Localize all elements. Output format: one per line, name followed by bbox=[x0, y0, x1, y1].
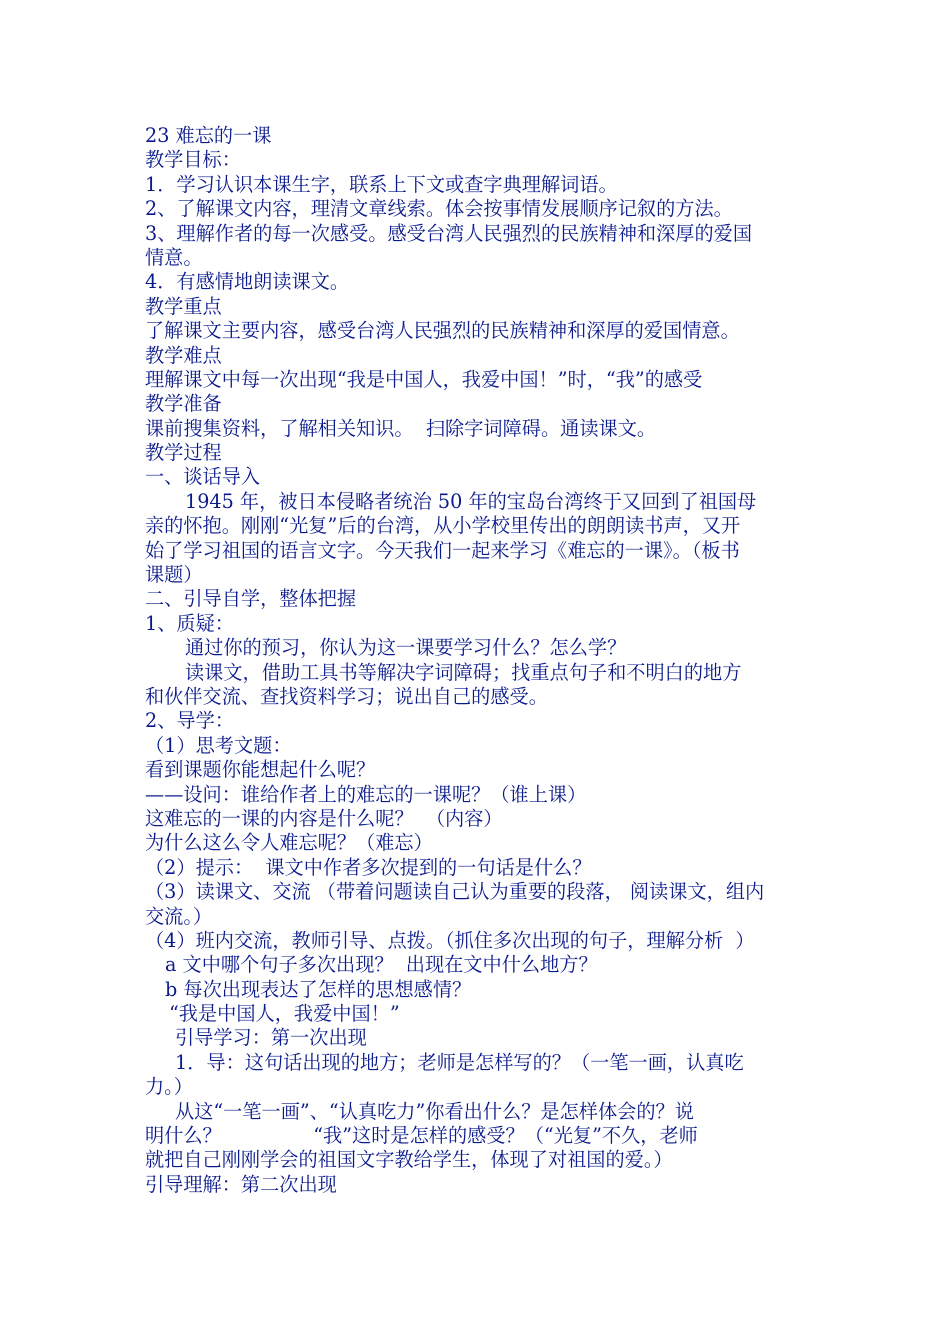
analysis-text-cont: 明什么？ “我”这时是怎样的感受？（“光复”不久，老师 bbox=[145, 1124, 698, 1148]
key-sentence: “我是中国人，我爱中国！” bbox=[169, 1002, 400, 1026]
guide-sub-b: b 每次出现表达了怎样的思想感情？ bbox=[165, 977, 472, 1001]
first-occurrence-step: 1．导：这句话出现的地方；老师是怎样写的？（一笔一画，认真吃 bbox=[175, 1050, 744, 1074]
first-occurrence-heading: 引导学习：第一次出现 bbox=[175, 1026, 367, 1050]
guide-question: 看到课题你能想起什么呢？ bbox=[145, 758, 376, 782]
intro-paragraph-line: 亲的怀抱。刚刚“光复”后的台湾，从小学校里传出的朗朗读书声，又开 bbox=[145, 514, 741, 538]
reading-text-cont: 和伙伴交流、查找资料学习；说出自己的感受。 bbox=[145, 684, 548, 708]
guide-item-1: （1）思考文题： bbox=[145, 733, 292, 757]
section-heading-process: 教学过程 bbox=[145, 441, 222, 465]
section-heading-key-points: 教学重点 bbox=[145, 294, 222, 318]
section-heading-goals: 教学目标： bbox=[145, 148, 241, 172]
document-body bbox=[145, 124, 815, 1197]
goal-3-cont: 情意。 bbox=[145, 245, 203, 269]
intro-paragraph-line: 始了学习祖国的语言文字。今天我们一起来学习《难忘的一课》。（板书 bbox=[145, 538, 740, 562]
step-1-heading: 一、谈话导入 bbox=[145, 465, 261, 489]
substep-guide: 2、导学： bbox=[145, 709, 234, 733]
guide-question: ——设问：谁给作者上的难忘的一课呢？（谁上课） bbox=[145, 782, 587, 806]
intro-paragraph-line: 1945 年，被日本侵略者统治 50 年的宝岛台湾终于又回到了祖国母 bbox=[185, 489, 757, 513]
analysis-text-cont: 就把自己刚刚学会的祖国文字教给学生，体现了对祖国的爱。） bbox=[145, 1148, 673, 1172]
question-text: 通过你的预习，你认为这一课要学习什么？怎么学？ bbox=[185, 636, 627, 660]
intro-paragraph-line: 课题） bbox=[145, 563, 203, 587]
second-occurrence-heading: 引导理解：第二次出现 bbox=[145, 1172, 337, 1196]
section-heading-preparation: 教学准备 bbox=[145, 392, 222, 416]
goal-4: 4．有感情地朗读课文。 bbox=[145, 270, 350, 294]
section-heading-difficulties: 教学难点 bbox=[145, 343, 222, 367]
guide-question: 这难忘的一课的内容是什么呢？ （内容） bbox=[145, 806, 503, 830]
goal-3: 3、理解作者的每一次感受。感受台湾人民强烈的民族精神和深厚的爱国 bbox=[145, 221, 753, 245]
guide-item-4: （4）班内交流，教师引导、点拨。（抓住多次出现的句子，理解分析 ） bbox=[145, 928, 755, 952]
step-2-heading: 二、引导自学，整体把握 bbox=[145, 587, 357, 611]
difficulties-text: 理解课文中每一次出现“我是中国人，我爱中国！”时，“我”的感受 bbox=[145, 367, 703, 391]
first-occurrence-step-cont: 力。） bbox=[145, 1075, 193, 1099]
goal-1: 1．学习认识本课生字，联系上下文或查字典理解词语。 bbox=[145, 172, 618, 196]
guide-item-3-cont: 交流。） bbox=[145, 904, 213, 928]
key-points-text: 了解课文主要内容，感受台湾人民强烈的民族精神和深厚的爱国情意。 bbox=[145, 319, 740, 343]
lesson-title: 23 难忘的一课 bbox=[145, 124, 272, 147]
reading-text: 读课文，借助工具书等解决字词障碍；找重点句子和不明白的地方 bbox=[185, 660, 742, 684]
guide-item-2: （2）提示： 课文中作者多次提到的一句话是什么？ bbox=[145, 855, 592, 879]
guide-item-3: （3）读课文、交流 （带着问题读自己认为重要的段落， 阅读课文，组内 bbox=[145, 880, 765, 904]
goal-2: 2、了解课文内容，理清文章线索。体会按事情发展顺序记叙的方法。 bbox=[145, 197, 733, 221]
analysis-text: 从这“一笔一画”、“认真吃力”你看出什么？是怎样体会的？说 bbox=[175, 1099, 694, 1123]
guide-sub-a: a 文中哪个句子多次出现？ 出现在文中什么地方？ bbox=[165, 953, 598, 977]
preparation-text: 课前搜集资料，了解相关知识。 扫除字词障碍。通读课文。 bbox=[145, 416, 657, 440]
guide-question: 为什么这么令人难忘呢？（难忘） bbox=[145, 831, 433, 855]
substep-question: 1、质疑： bbox=[145, 611, 234, 635]
